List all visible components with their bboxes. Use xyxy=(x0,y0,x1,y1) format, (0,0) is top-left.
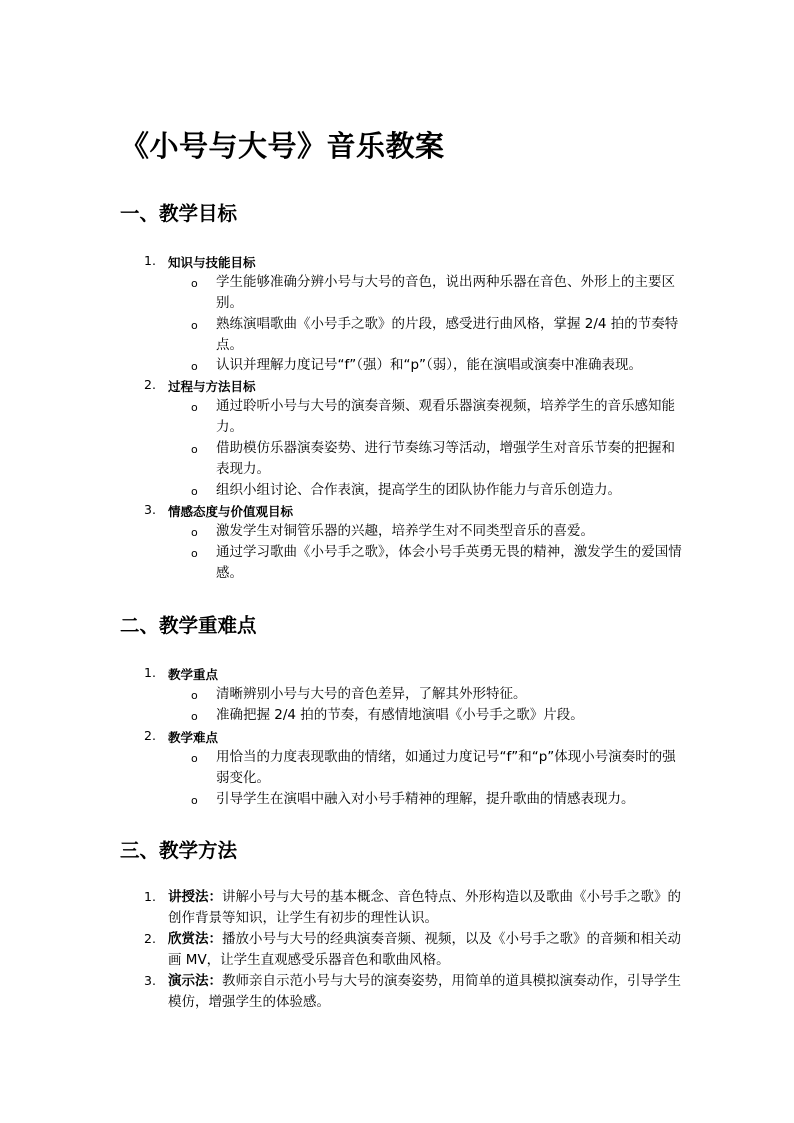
bullet-icon: o xyxy=(191,710,198,723)
bullet-icon: o xyxy=(191,752,198,765)
bullet-icon: o xyxy=(191,360,198,373)
list-item-label: 知识与技能目标 xyxy=(168,255,256,270)
bullet-text: 清晰辨别小号与大号的音色差异，了解其外形特征。 xyxy=(216,686,527,702)
method-text: 播放小号与大号的经典演奏音频、视频，以及《小号手之歌》的音频和相关动画 MV，让学生直观感受乐器音色和歌曲风格。 xyxy=(168,931,681,968)
section-heading-key-points: 二、教学重难点 xyxy=(120,614,257,637)
method-text: 讲解小号与大号的基本概念、音色特点、外形构造以及歌曲《小号手之歌》的创作背景等知识，让学生有初步的理性认识。 xyxy=(168,889,681,926)
document-title: 《小号与大号》音乐教案 xyxy=(120,129,445,163)
list-number: 1. xyxy=(144,665,156,680)
bullet-icon: o xyxy=(191,547,198,560)
list-number: 3. xyxy=(144,973,156,988)
bullet-icon: o xyxy=(191,526,198,539)
bullet-text: 引导学生在演唱中融入对小号手精神的理解，提升歌曲的情感表现力。 xyxy=(216,791,635,807)
bullet-text: 熟练演唱歌曲《小号手之歌》的片段，感受进行曲风格，掌握 2/4 拍的节奏特点。 xyxy=(216,316,679,353)
list-number: 3. xyxy=(144,502,156,517)
bullet-icon: o xyxy=(191,689,198,702)
method-paragraph xyxy=(168,971,688,1013)
bullet-icon: o xyxy=(191,794,198,807)
bullet-text: 借助模仿乐器演奏姿势、进行节奏练习等活动，增强学生对音乐节奏的把握和表现力。 xyxy=(216,440,675,477)
section-heading-objectives: 一、教学目标 xyxy=(120,202,238,225)
bullet-text: 准确把握 2/4 拍的节奏，有感情地演唱《小号手之歌》片段。 xyxy=(216,707,584,723)
list-item-label: 教学难点 xyxy=(168,730,219,745)
bullet-text: 通过聆听小号与大号的演奏音频、观看乐器演奏视频，培养学生的音乐感知能力。 xyxy=(216,398,675,435)
bullet-icon: o xyxy=(191,277,198,290)
list-number: 2. xyxy=(144,931,156,946)
bullet-icon: o xyxy=(191,401,198,414)
method-text: 教师亲自示范小号与大号的演奏姿势，用简单的道具模拟演奏动作，引导学生模仿，增强学生的体验感。 xyxy=(168,973,681,1010)
bullet-text: 组织小组讨论、合作表演，提高学生的团队协作能力与音乐创造力。 xyxy=(216,482,621,498)
list-item-label: 情感态度与价值观目标 xyxy=(168,504,294,519)
list-number: 1. xyxy=(144,889,156,904)
list-number: 2. xyxy=(144,728,156,743)
method-label: 演示法： xyxy=(168,973,222,989)
bullet-text: 用恰当的力度表现歌曲的情绪，如通过力度记号“f”和“p”体现小号演奏时的强弱变化。 xyxy=(216,749,676,786)
bullet-text: 激发学生对铜管乐器的兴趣，培养学生对不同类型音乐的喜爱。 xyxy=(216,523,594,539)
bullet-icon: o xyxy=(191,319,198,332)
list-number: 2. xyxy=(144,377,156,392)
section-heading-methods: 三、教学方法 xyxy=(120,839,238,862)
bullet-text: 认识并理解力度记号“f”（强）和“p”（弱），能在演唱或演奏中准确表现。 xyxy=(216,357,643,373)
bullet-icon: o xyxy=(191,443,198,456)
method-paragraph xyxy=(168,887,688,929)
method-label: 讲授法： xyxy=(168,889,222,905)
list-item-label: 教学重点 xyxy=(168,667,219,682)
method-paragraph xyxy=(168,929,688,971)
method-label: 欣赏法： xyxy=(168,931,222,947)
bullet-icon: o xyxy=(191,485,198,498)
bullet-text: 通过学习歌曲《小号手之歌》，体会小号手英勇无畏的精神，激发学生的爱国情感。 xyxy=(216,544,682,581)
bullet-text: 学生能够准确分辨小号与大号的音色，说出两种乐器在音色、外形上的主要区别。 xyxy=(216,274,675,311)
list-item-label: 过程与方法目标 xyxy=(168,379,256,394)
list-number: 1. xyxy=(144,253,156,268)
